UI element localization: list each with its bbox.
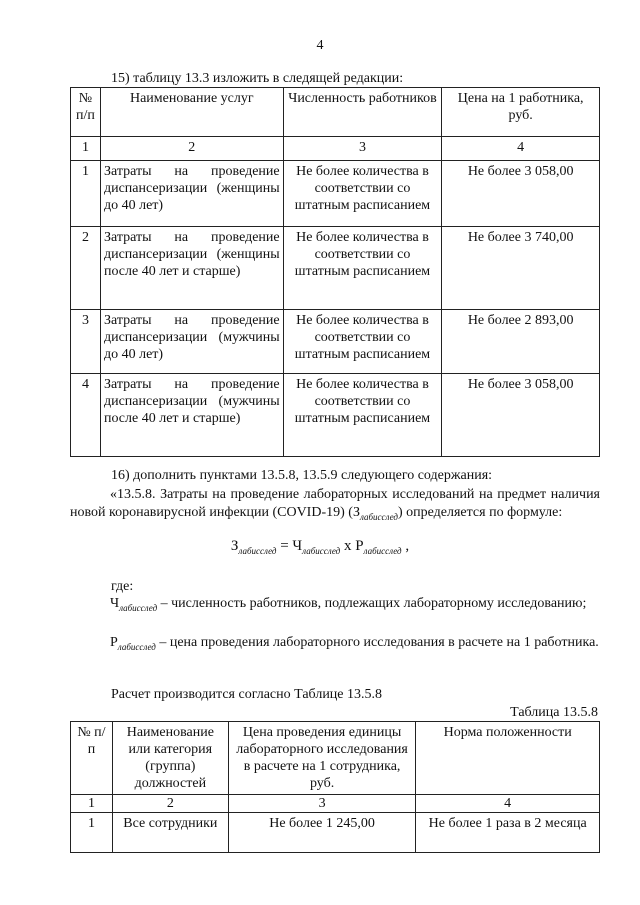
definition-ch [70, 595, 600, 617]
para-text-end: ) определяется по формуле: [397, 505, 563, 520]
header-norm: Норма положенности [416, 722, 600, 795]
def-ch-symbol: Ч [110, 596, 120, 611]
row-staff-count: Не более количества в соответствии со штатным расписанием [283, 374, 442, 457]
row-number: 3 [71, 310, 101, 374]
item16-intro: 16) дополнить пунктами 13.5.8, 13.5.9 следующего содержания: [111, 468, 493, 483]
table-numbering-row [71, 137, 600, 161]
row-service-name: Затраты на проведение диспансеризации (мужчины после 40 лет и старше) [100, 374, 283, 457]
row-norm: Не более 1 раза в 2 месяца [416, 813, 600, 853]
row-service-name: Затраты на проведение диспансеризации (женщины до 40 лет) [100, 161, 283, 227]
numbering-cell: 3 [283, 137, 442, 161]
header-service-name: Наименование услуг [100, 88, 283, 137]
row-number: 1 [71, 813, 113, 853]
numbering-cell: 1 [71, 137, 101, 161]
row-staff-count: Не более количества в соответствии со штатным расписанием [283, 310, 442, 374]
calc-note: Расчет производится согласно Таблице 13.5.8 [111, 687, 383, 702]
formula-end: , [401, 538, 410, 554]
table-13-3 [70, 87, 600, 457]
table-row [71, 374, 600, 457]
def-r-subscript: лабисслед [117, 641, 156, 652]
row-price: Не более 2 893,00 [442, 310, 600, 374]
header-test-price: Цена проведения единицы лабораторного исследования в расчете на 1 сотрудника, руб. [228, 722, 416, 795]
formula-eq: = [276, 538, 293, 554]
numbering-cell: 1 [71, 795, 113, 813]
row-service-name: Затраты на проведение диспансеризации (мужчины до 40 лет) [100, 310, 283, 374]
formula-z-sub: лабисслед [238, 546, 277, 556]
row-number: 1 [71, 161, 101, 227]
definition-r [70, 634, 600, 656]
item16-paragraph [70, 486, 600, 526]
header-number: № п/п [71, 88, 101, 137]
row-staff-count: Не более количества в соответствии со штатным расписанием [283, 227, 442, 310]
row-service-name: Затраты на проведение диспансеризации (женщины после 40 лет и старше) [100, 227, 283, 310]
header-staff-count: Численность работников [283, 88, 442, 137]
numbering-cell: 4 [442, 137, 600, 161]
formula-z: З [230, 538, 239, 554]
numbering-cell: 4 [416, 795, 600, 813]
item15-intro: 15) таблицу 13.3 изложить в следящей редакции: [111, 71, 404, 86]
table-row [71, 161, 600, 227]
row-price: Не более 3 740,00 [442, 227, 600, 310]
formula-ch: Ч [292, 538, 303, 554]
formula-r-sub: лабисслед [363, 546, 402, 556]
table-caption: Таблица 13.5.8 [510, 705, 598, 720]
where-label: где: [111, 579, 134, 594]
table-header-row [71, 88, 600, 137]
row-price: Не более 3 058,00 [442, 374, 600, 457]
para-text-start: «13.5.8. Затраты на проведение лабораторных исследований на предмет наличия новой коронавирусной инфекции (COVID-19) (З [70, 487, 600, 520]
formula-r: Р [355, 538, 364, 554]
formula [0, 538, 640, 556]
formula-ch-sub: лабисслед [302, 546, 341, 556]
row-number: 2 [71, 227, 101, 310]
page-number: 4 [316, 38, 324, 53]
row-price: Не более 3 058,00 [442, 161, 600, 227]
table-row [71, 310, 600, 374]
header-price: Цена на 1 работника, руб. [442, 88, 600, 137]
table-row [71, 227, 600, 310]
table-numbering-row [71, 795, 600, 813]
def-r-text: – цена проведения лабораторного исследования в расчете на 1 работника. [155, 635, 599, 650]
header-number: № п/п [71, 722, 113, 795]
table-header-row [71, 722, 600, 795]
def-ch-text: – численность работников, подлежащих лабораторному исследованию; [157, 596, 587, 611]
row-position-category: Все сотрудники [112, 813, 228, 853]
numbering-cell: 2 [100, 137, 283, 161]
row-test-price: Не более 1 245,00 [228, 813, 416, 853]
formula-times: x [340, 538, 356, 554]
row-staff-count: Не более количества в соответствии со штатным расписанием [283, 161, 442, 227]
numbering-cell: 3 [228, 795, 416, 813]
row-number: 4 [71, 374, 101, 457]
header-position-category: Наименование или категория (группа) должностей [112, 722, 228, 795]
table-row [71, 813, 600, 853]
numbering-cell: 2 [112, 795, 228, 813]
table-13-5-8 [70, 721, 600, 853]
def-r-symbol: Р [110, 635, 118, 650]
def-ch-subscript: лабисслед [119, 602, 158, 613]
para-subscript: лабисслед [359, 511, 398, 522]
